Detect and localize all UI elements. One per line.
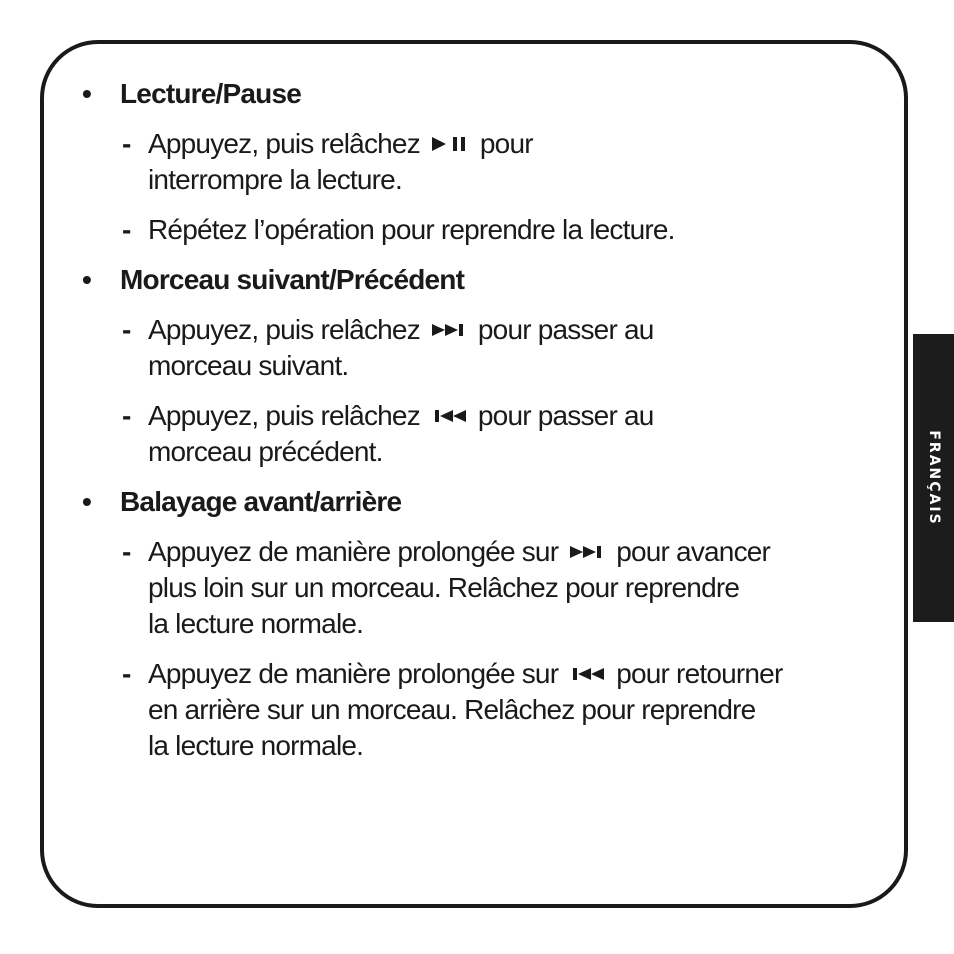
skip-next-icon — [432, 322, 466, 338]
item-text: Appuyez, puis relâchez — [148, 400, 420, 431]
item-dash: - — [122, 400, 131, 431]
item-text: pour avancer — [616, 536, 771, 567]
section-heading — [82, 260, 882, 304]
bullet: • — [82, 486, 92, 517]
section-title: Lecture/Pause — [120, 78, 302, 109]
list-item — [82, 312, 882, 384]
skip-previous-icon — [570, 666, 604, 682]
bullet: • — [82, 264, 92, 295]
section-title: Balayage avant/arrière — [120, 486, 402, 517]
item-line: morceau précédent. — [148, 436, 383, 467]
section-play-pause — [82, 74, 882, 248]
section-scan — [82, 482, 882, 764]
item-text: Appuyez de manière prolongée sur — [148, 536, 559, 567]
item-dash: - — [122, 128, 131, 159]
item-dash: - — [122, 536, 131, 567]
item-line: plus loin sur un morceau. Relâchez pour reprendre — [148, 572, 740, 603]
item-text: pour retourner — [616, 658, 783, 689]
list-item — [82, 212, 882, 248]
section-title: Morceau suivant/Précédent — [120, 264, 465, 295]
bullet: • — [82, 78, 92, 109]
item-line — [148, 398, 882, 434]
language-tab-label: FRANÇAIS — [925, 430, 942, 526]
item-text: Appuyez de manière prolongée sur — [148, 658, 559, 689]
item-line — [148, 126, 882, 162]
item-line — [148, 312, 882, 348]
item-line: la lecture normale. — [148, 608, 364, 639]
skip-previous-icon — [432, 408, 466, 424]
item-line — [148, 534, 882, 570]
item-text: pour passer au — [477, 400, 654, 431]
instructions — [82, 74, 882, 764]
section-next-previous — [82, 260, 882, 470]
section-heading — [82, 74, 882, 118]
item-line — [148, 656, 882, 692]
item-line: morceau suivant. — [148, 350, 349, 381]
item-text: pour — [479, 128, 533, 159]
item-line: en arrière sur un morceau. Relâchez pour reprendre — [148, 694, 756, 725]
list-item — [82, 534, 882, 642]
play-pause-icon — [432, 136, 468, 152]
section-heading — [82, 482, 882, 526]
item-dash: - — [122, 658, 131, 689]
item-text: Appuyez, puis relâchez — [148, 128, 420, 159]
item-dash: - — [122, 214, 131, 245]
item-text: Appuyez, puis relâchez — [148, 314, 420, 345]
language-tab — [913, 334, 954, 622]
item-line: la lecture normale. — [148, 730, 364, 761]
skip-next-icon — [570, 544, 604, 560]
item-line: interrompre la lecture. — [148, 164, 402, 195]
item-text: pour passer au — [477, 314, 654, 345]
item-line: Répétez l’opération pour reprendre la lecture. — [148, 214, 675, 245]
list-item — [82, 126, 882, 198]
item-dash: - — [122, 314, 131, 345]
list-item — [82, 398, 882, 470]
list-item — [82, 656, 882, 764]
